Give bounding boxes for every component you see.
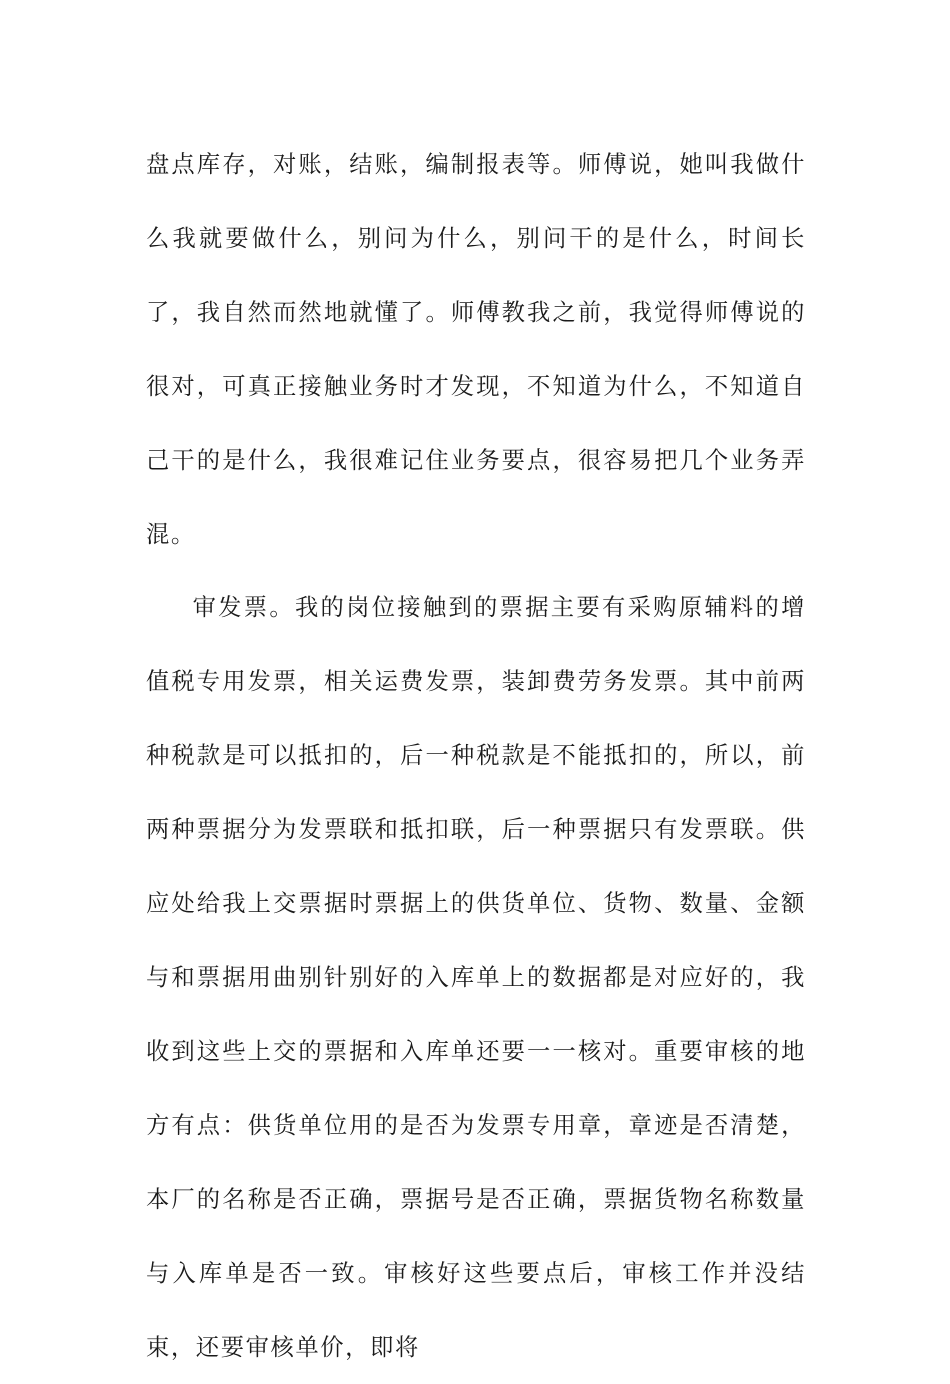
paragraph-continued: 盘点库存，对账，结账，编制报表等。师傅说，她叫我做什么我就要做什么，别问为什么，别问干的是什么，时间长了，我自然而然地就懂了。师傅教我之前，我觉得师傅说的很对，可真正接触业务时才发现，不知道为什么，不知道自己干的是什么，我很难记住业务要点，很容易把几个业务弄混。 (146, 151, 806, 548)
document-body (146, 128, 806, 1384)
paragraph-review-invoices: 审发票。我的岗位接触到的票据主要有采购原辅料的增值税专用发票，相关运费发票，装卸费劳务发票。其中前两种税款是可以抵扣的，后一种税款是不能抵扣的，所以，前两种票据分为发票联和抵扣联，后一种票据只有发票联。供应处给我上交票据时票据上的供货单位、货物、数量、金额与和票据用曲别针别好的入库单上的数据都是对应好的，我收到这些上交的票据和入库单还要一一核对。重要审核的地方有点：供货单位用的是否为发票专用章，章迹是否清楚，本厂的名称是否正确，票据号是否正确，票据货物名称数量与入库单是否一致。审核好这些要点后，审核工作并没结束，还要审核单价，即将 (146, 594, 806, 1361)
